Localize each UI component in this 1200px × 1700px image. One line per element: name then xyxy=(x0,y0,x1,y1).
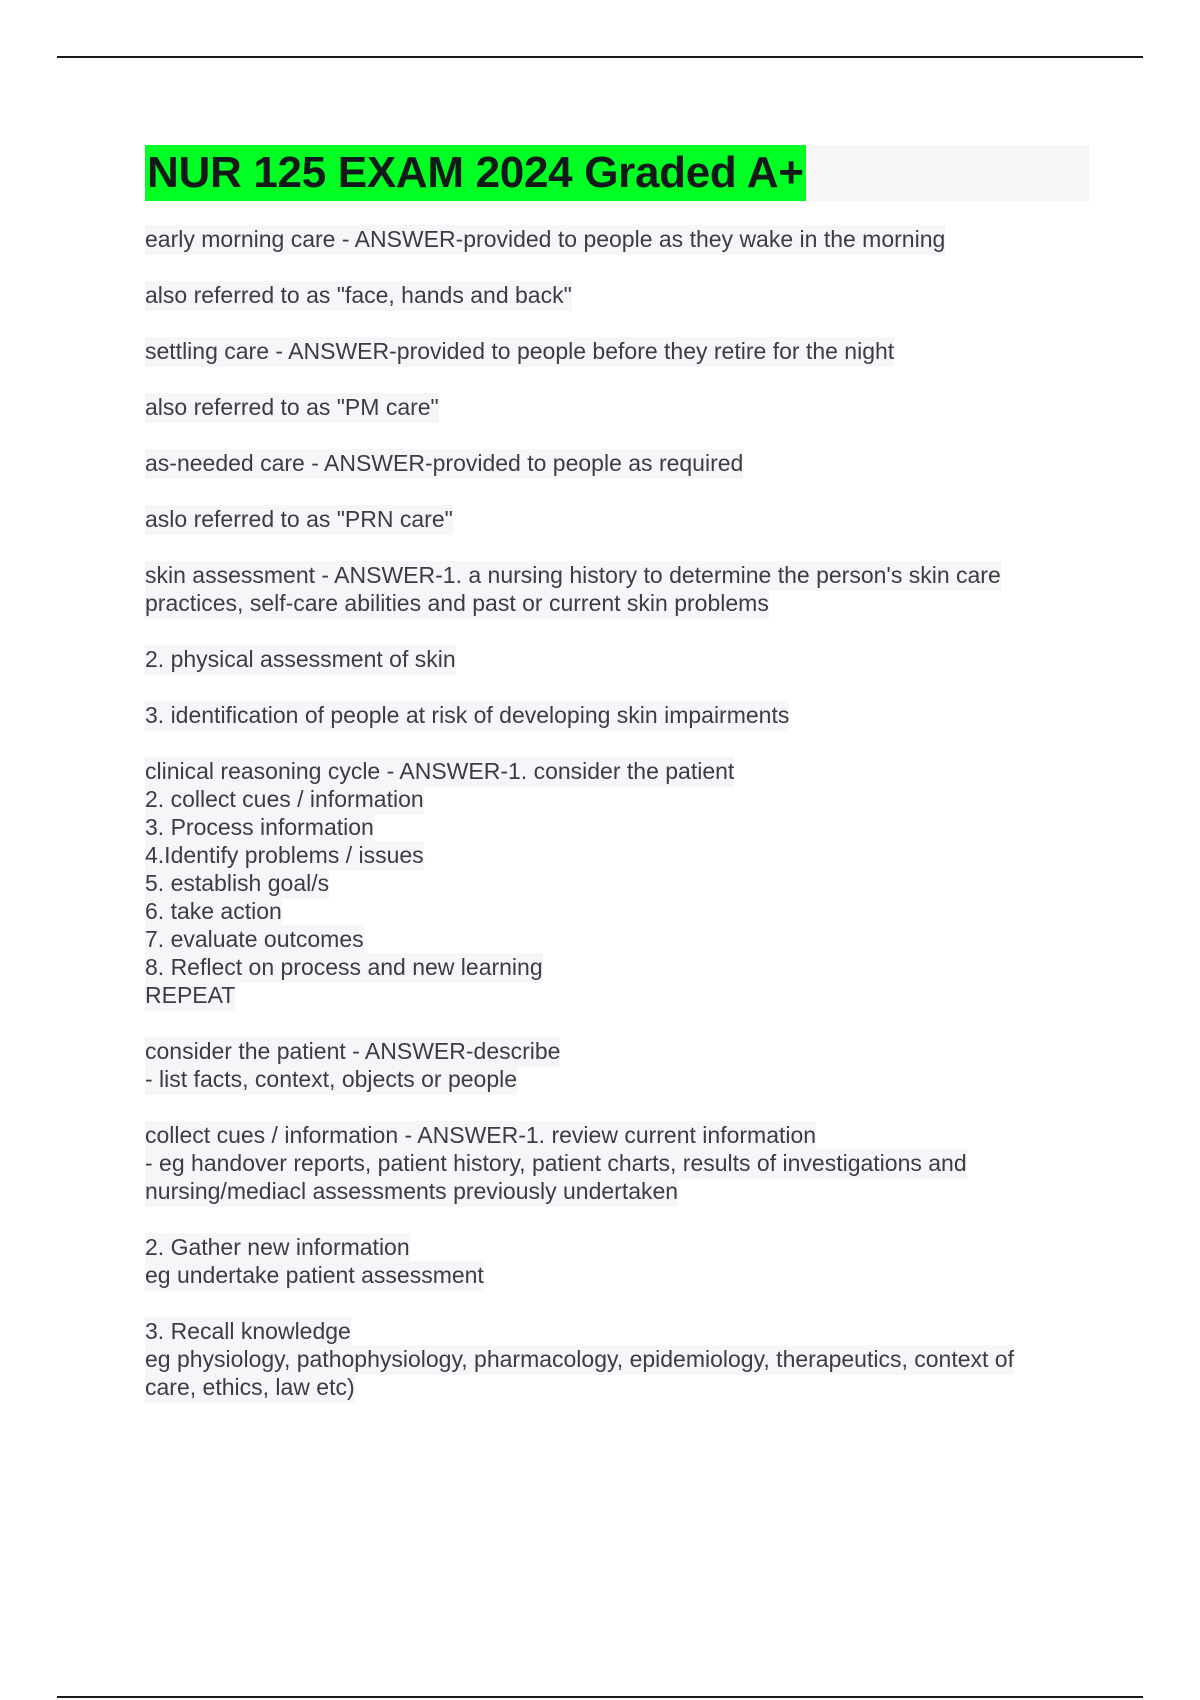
bottom-rule xyxy=(57,1696,1143,1698)
line-text: 5. establish goal/s xyxy=(145,869,329,899)
paragraph-line xyxy=(145,1345,1089,1373)
paragraph xyxy=(145,1037,1089,1093)
paragraph xyxy=(145,757,1089,1009)
paragraph-line xyxy=(145,589,1089,617)
line-text: also referred to as "face, hands and back" xyxy=(145,281,572,311)
line-text: as-needed care - ANSWER-provided to people as required xyxy=(145,449,743,479)
document-body xyxy=(145,145,1089,1401)
line-text: 2. Gather new information xyxy=(145,1233,410,1263)
line-text: skin assessment - ANSWER-1. a nursing history to determine the person's skin care xyxy=(145,561,1001,591)
paragraph-line xyxy=(145,813,1089,841)
line-text: 3. Process information xyxy=(145,813,374,843)
paragraph-line xyxy=(145,1233,1089,1261)
paragraph-line xyxy=(145,897,1089,925)
paragraph-line xyxy=(145,1177,1089,1205)
line-text: - eg handover reports, patient history, patient charts, results of investigations and xyxy=(145,1149,967,1179)
line-text: care, ethics, law etc) xyxy=(145,1373,355,1403)
paragraph xyxy=(145,449,1089,477)
paragraph-line xyxy=(145,869,1089,897)
paragraph-line xyxy=(145,225,1089,253)
paragraph-line xyxy=(145,1037,1089,1065)
line-text: aslo referred to as "PRN care" xyxy=(145,505,453,535)
paragraph-line xyxy=(145,1121,1089,1149)
line-text: 7. evaluate outcomes xyxy=(145,925,364,955)
line-text: - list facts, context, objects or people xyxy=(145,1065,517,1095)
paragraph xyxy=(145,281,1089,309)
paragraph xyxy=(145,1121,1089,1205)
line-text: 2. physical assessment of skin xyxy=(145,645,456,675)
paragraph-list xyxy=(145,225,1089,1401)
line-text: 8. Reflect on process and new learning xyxy=(145,953,543,983)
line-text: collect cues / information - ANSWER-1. review current information xyxy=(145,1121,816,1151)
line-text: nursing/mediacl assessments previously undertaken xyxy=(145,1177,678,1207)
paragraph-line xyxy=(145,1065,1089,1093)
line-text: REPEAT xyxy=(145,981,235,1011)
paragraph xyxy=(145,505,1089,533)
title-band xyxy=(145,145,1089,201)
top-rule xyxy=(57,56,1143,58)
paragraph-line xyxy=(145,953,1089,981)
paragraph-line xyxy=(145,841,1089,869)
document-title: NUR 125 EXAM 2024 Graded A+ xyxy=(145,145,806,201)
line-text: also referred to as "PM care" xyxy=(145,393,439,423)
paragraph-line xyxy=(145,561,1089,589)
line-text: 3. Recall knowledge xyxy=(145,1317,351,1347)
line-text: 2. collect cues / information xyxy=(145,785,424,815)
paragraph-line xyxy=(145,393,1089,421)
line-text: clinical reasoning cycle - ANSWER-1. consider the patient xyxy=(145,757,734,787)
paragraph-line xyxy=(145,925,1089,953)
paragraph xyxy=(145,225,1089,253)
paragraph-line xyxy=(145,757,1089,785)
paragraph xyxy=(145,393,1089,421)
paragraph xyxy=(145,645,1089,673)
paragraph-line xyxy=(145,1373,1089,1401)
paragraph-line xyxy=(145,505,1089,533)
paragraph-line xyxy=(145,1149,1089,1177)
paragraph xyxy=(145,337,1089,365)
paragraph-line xyxy=(145,281,1089,309)
paragraph xyxy=(145,701,1089,729)
paragraph-line xyxy=(145,1261,1089,1289)
paragraph-line xyxy=(145,337,1089,365)
paragraph-line xyxy=(145,701,1089,729)
paragraph-line xyxy=(145,1317,1089,1345)
line-text: consider the patient - ANSWER-describe xyxy=(145,1037,560,1067)
line-text: early morning care - ANSWER-provided to people as they wake in the morning xyxy=(145,225,945,255)
paragraph xyxy=(145,561,1089,617)
paragraph xyxy=(145,1233,1089,1289)
paragraph-line xyxy=(145,785,1089,813)
paragraph-line xyxy=(145,449,1089,477)
line-text: eg physiology, pathophysiology, pharmacology, epidemiology, therapeutics, context of xyxy=(145,1345,1014,1375)
line-text: eg undertake patient assessment xyxy=(145,1261,484,1291)
paragraph xyxy=(145,1317,1089,1401)
line-text: practices, self-care abilities and past or current skin problems xyxy=(145,589,769,619)
line-text: 6. take action xyxy=(145,897,282,927)
line-text: 4.Identify problems / issues xyxy=(145,841,424,871)
paragraph-line xyxy=(145,981,1089,1009)
line-text: settling care - ANSWER-provided to people before they retire for the night xyxy=(145,337,894,367)
paragraph-line xyxy=(145,645,1089,673)
line-text: 3. identification of people at risk of developing skin impairments xyxy=(145,701,789,731)
